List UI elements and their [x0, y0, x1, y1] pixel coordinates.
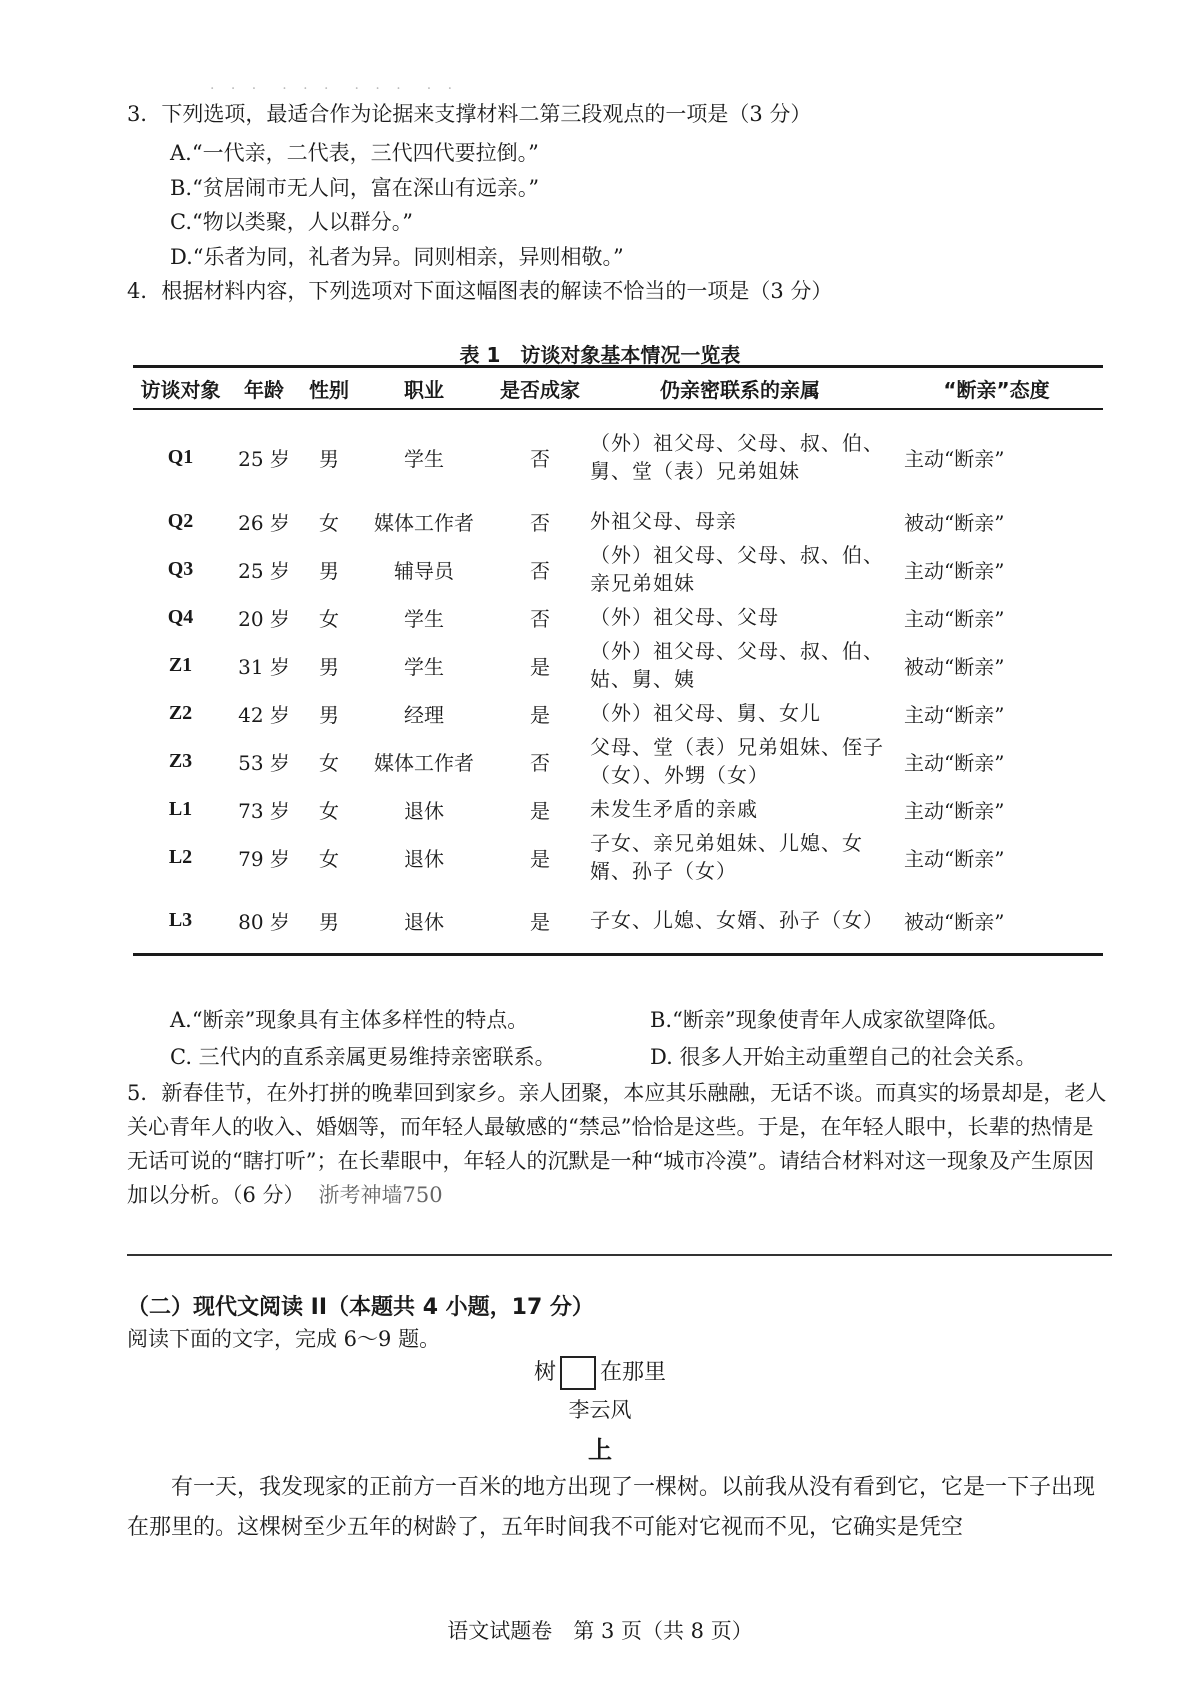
cell-id: Q4 [167, 605, 194, 628]
cell-attitude: 主动“断亲” [904, 558, 1005, 583]
cell-married: 是 [530, 798, 550, 823]
question-4-option-d: D. 很多人开始主动重塑自己的社会关系。 [650, 1045, 1037, 1069]
section-divider [127, 1254, 1112, 1256]
cell-gender: 女 [319, 798, 339, 823]
cell-married: 否 [530, 606, 550, 631]
story-title-right: 在那里 [600, 1360, 667, 1385]
cell-married: 否 [530, 750, 550, 775]
section-instruction: 阅读下面的文字，完成 6～9 题。 [127, 1327, 441, 1351]
question-4-option-b: B.“断亲”现象使青年人成家欲望降低。 [650, 1008, 1009, 1032]
cell-attitude: 被动“断亲” [904, 654, 1005, 679]
cell-age: 26 岁 [238, 510, 290, 535]
cell-occupation: 媒体工作者 [374, 750, 474, 775]
cell-relatives: （外）祖父母、父母 [590, 605, 779, 629]
cell-gender: 男 [300, 888, 358, 954]
question-3-option-b: B.“贫居闹市无人问，富在深山有远亲。” [170, 176, 540, 200]
cell-married: 是 [530, 846, 550, 871]
section-heading: （二）现代文阅读 II（本题共 4 小题，17 分） [127, 1295, 594, 1320]
cell-gender: 男 [319, 702, 339, 727]
cell-id: Z1 [168, 653, 193, 676]
cell-attitude: 主动“断亲” [904, 798, 1005, 823]
cell-occupation: 媒体工作者 [374, 510, 474, 535]
table-row [133, 792, 1103, 826]
cell-relatives: 子女、儿媳、女婿、孙子（女） [590, 888, 890, 954]
cell-attitude: 主动“断亲” [904, 702, 1005, 727]
cell-id: L3 [133, 888, 228, 954]
story-author: 李云风 [568, 1398, 632, 1422]
question-4-option-a: A.“断亲”现象具有主体多样性的特点。 [170, 1008, 529, 1032]
question-4-stem: 4．根据材料内容，下列选项对下面这幅图表的解读不恰当的一项是（3 分） [127, 279, 833, 303]
page-footer: 语文试题卷 第 3 页（共 8 页） [447, 1619, 753, 1643]
cell-gender: 男 [319, 446, 339, 471]
cell-age: 73 岁 [238, 798, 290, 823]
cell-gender: 女 [319, 510, 339, 535]
cell-id: Q3 [167, 557, 194, 580]
cell-age: 25 岁 [238, 558, 290, 583]
cell-attitude: 被动“断亲” [890, 888, 1103, 954]
table-row [133, 634, 1103, 696]
scan-noise: · · · · · · · · · · · [210, 81, 459, 97]
cell-age: 42 岁 [238, 702, 290, 727]
header-relatives: 仍亲密联系的亲属 [590, 367, 890, 410]
cell-occupation: 学生 [404, 654, 444, 679]
table-row [133, 826, 1103, 888]
story-title-left: 树 [533, 1360, 556, 1385]
cell-relatives: （外）祖父母、父母、叔、伯、姑、舅、姨 [590, 639, 884, 691]
table-row [133, 538, 1103, 600]
cell-id: Q2 [167, 509, 194, 532]
cell-attitude: 主动“断亲” [904, 846, 1005, 871]
cell-gender: 男 [319, 654, 339, 679]
cell-attitude: 主动“断亲” [904, 606, 1005, 631]
story-title [0, 1356, 1200, 1390]
cell-occupation: 退休 [404, 798, 444, 823]
cell-gender: 女 [319, 606, 339, 631]
cell-relatives: 父母、堂（表）兄弟姐妹、侄子（女）、外甥（女） [590, 735, 884, 787]
cell-occupation: 退休 [404, 846, 444, 871]
question-3-option-c: C.“物以类聚，人以群分。” [170, 210, 413, 234]
header-attitude: “断亲”态度 [890, 367, 1103, 410]
cell-age: 53 岁 [238, 750, 290, 775]
cell-attitude: 被动“断亲” [904, 510, 1005, 535]
table-row [133, 888, 1103, 954]
cell-age: 80 岁 [228, 888, 300, 954]
question-4-option-c: C. 三代内的直系亲属更易维持亲密联系。 [170, 1045, 556, 1069]
question-3-option-a: A.“一代亲，二代表，三代四代要拉倒。” [170, 141, 539, 165]
cell-attitude: 主动“断亲” [904, 446, 1005, 471]
cell-married: 否 [530, 446, 550, 471]
cell-id: Z2 [168, 701, 193, 724]
story-paragraph: 有一天，我发现家的正前方一百米的地方出现了一棵树。以前我从没有看到它，它是一下子出现在那里的。这棵树至少五年的树龄了，五年时间我不可能对它视而不见，它确实是凭空 [127, 1475, 1096, 1540]
cell-gender: 女 [319, 750, 339, 775]
cell-married: 否 [530, 510, 550, 535]
cell-id: L2 [168, 845, 193, 868]
cell-attitude: 主动“断亲” [904, 750, 1005, 775]
cell-age: 25 岁 [238, 446, 290, 471]
question-5-text: 5．新春佳节，在外打拼的晚辈回到家乡。亲人团聚，本应其乐融融，无话不谈。而真实的场景却是，老人关心青年人的收入、婚姻等，而年轻人最敏感的“禁忌”恰恰是这些。于是，在年轻人眼中，长辈的热情是无话可说的“瞎打听”；在长辈眼中，年轻人的沉默是一种“城市冷漠”。请结合材料对这一现象及产生原因加以分析。（6 分） [127, 1081, 1107, 1207]
cell-relatives: 未发生矛盾的亲戚 [590, 797, 758, 821]
cell-age: 20 岁 [238, 606, 290, 631]
header-gender: 性别 [300, 367, 358, 410]
cell-id: L1 [168, 797, 193, 820]
cell-occupation: 辅导员 [394, 558, 454, 583]
watermark-text: 浙考神墙750 [318, 1183, 443, 1207]
cell-relatives: （外）祖父母、父母、叔、伯、舅、堂（表）兄弟姐妹 [590, 431, 884, 483]
header-occupation: 职业 [358, 367, 490, 410]
interviewee-table [133, 365, 1103, 956]
table-row [133, 730, 1103, 792]
cell-married: 是 [490, 888, 590, 954]
question-3-option-d: D.“乐者为同，礼者为异。同则相亲，异则相敬。” [170, 245, 624, 269]
story-part: 上 [588, 1435, 612, 1464]
cell-gender: 女 [319, 846, 339, 871]
cell-relatives: 外祖父母、母亲 [590, 509, 737, 533]
cell-id: Q1 [167, 445, 194, 468]
table-row [133, 696, 1103, 730]
cell-married: 是 [530, 654, 550, 679]
table-row [133, 409, 1103, 504]
cell-occupation: 经理 [404, 702, 444, 727]
cell-married: 否 [530, 558, 550, 583]
cell-age: 79 岁 [238, 846, 290, 871]
table-row [133, 600, 1103, 634]
cell-gender: 男 [319, 558, 339, 583]
header-age: 年龄 [228, 367, 300, 410]
question-3-stem: 3．下列选项，最适合作为论据来支撑材料二第三段观点的一项是（3 分） [127, 102, 812, 126]
question-5 [127, 1076, 1112, 1212]
cell-id: Z3 [168, 749, 193, 772]
header-married: 是否成家 [490, 367, 590, 410]
cell-occupation: 学生 [404, 446, 444, 471]
table-title: 表 1 访谈对象基本情况一览表 [459, 343, 741, 367]
cell-married: 是 [530, 702, 550, 727]
header-interviewee: 访谈对象 [133, 367, 228, 410]
cell-age: 31 岁 [238, 654, 290, 679]
blank-box [560, 1356, 596, 1390]
cell-occupation: 退休 [358, 888, 490, 954]
cell-relatives: 子女、亲兄弟姐妹、儿媳、女婿、孙子（女） [590, 831, 863, 883]
cell-relatives: （外）祖父母、父母、叔、伯、亲兄弟姐妹 [590, 543, 884, 595]
table-row [133, 504, 1103, 538]
table-header-row [133, 367, 1103, 410]
cell-occupation: 学生 [404, 606, 444, 631]
cell-relatives: （外）祖父母、舅、女儿 [590, 701, 821, 725]
